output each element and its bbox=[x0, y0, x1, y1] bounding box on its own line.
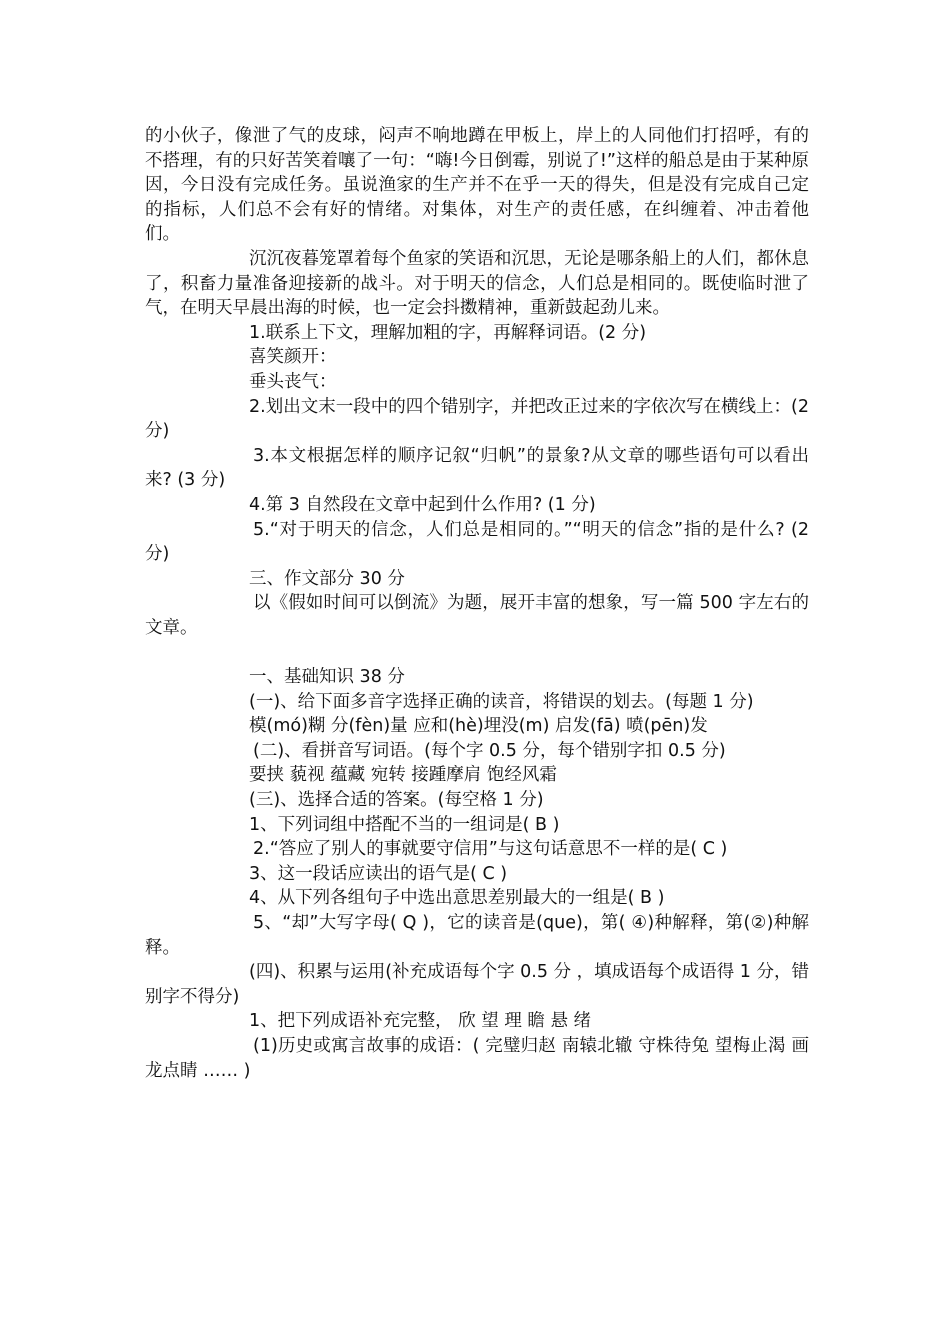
passage-paragraph-1: 的小伙子，像泄了气的皮球，闷声不响地蹲在甲板上，岸上的人同他们打招呼，有的不搭理，有的只好苦笑着嚷了一句：“嗨!今日倒霉，别说了!”这样的船总是由于某种原因，今日没有完成任务。虽说渔家的生产并不在乎一天的得失，但是没有完成自己定的指标，人们总不会有好的情绪。对集体，对生产的责任感，在纠缠着、冲击着他们。 bbox=[145, 126, 809, 245]
section-2-title: (二)、看拼音写词语。(每个字 0.5 分，每个错别字扣 0.5 分) bbox=[253, 740, 726, 761]
section-2-content: 要挟 藐视 蕴藏 宛转 接踵摩肩 饱经风霜 bbox=[249, 765, 557, 786]
document-page bbox=[145, 124, 809, 1083]
composition-prompt: 以《假如时间可以倒流》为题，展开丰富的想象，写一篇 500 字左右的文章。 bbox=[145, 593, 809, 638]
question-3: 3.本文根据怎样的顺序记叙“归帆”的景象?从文章的哪些语句可以看出来? (3 分) bbox=[145, 445, 809, 491]
section-4-item-1: 1、把下列成语补充完整， 欣 望 理 瞻 悬 绪 bbox=[249, 1011, 592, 1032]
section-3-item-3: 3、这一段话应读出的语气是( C ) bbox=[249, 863, 508, 884]
section-3-item-2: 2.“答应了别人的事就要守信用”与这句话意思不一样的是( C ) bbox=[253, 839, 728, 860]
section-4-title: (四)、积累与运用(补充成语每个字 0.5 分 ，填成语每个成语得 1 分，错别字不得分) bbox=[145, 962, 809, 1007]
answers-heading: 一、基础知识 38 分 bbox=[249, 667, 405, 688]
question-4: 4.第 3 自然段在文章中起到什么作用? (1 分) bbox=[249, 494, 596, 515]
question-5: 5.“对于明天的信念，人们总是相同的。”“明天的信念”指的是什么? (2 分) bbox=[145, 519, 809, 565]
blank-line bbox=[145, 640, 809, 665]
section-3-title: (三)、选择合适的答案。(每空格 1 分) bbox=[249, 790, 544, 811]
section-4-item-2: (1)历史或寓言故事的成语：( 完璧归赵 南辕北辙 守株待兔 望梅止渴 画龙点睛 …… ) bbox=[145, 1035, 809, 1081]
question-1-term-a: 喜笑颜开： bbox=[249, 347, 337, 368]
passage-paragraph-2: 沉沉夜暮笼罩着每个鱼家的笑语和沉思，无论是哪条船上的人们，都休息了，积畜力量准备迎接新的战斗。对于明天的信念，人们总是相同的。既使临时泄了气，在明天早晨出海的时候，也一定会抖擞精神，重新鼓起劲儿来。 bbox=[145, 248, 809, 319]
composition-heading: 三、作文部分 30 分 bbox=[249, 568, 405, 589]
question-1: 1.联系上下文，理解加粗的字，再解释词语。(2 分) bbox=[249, 322, 647, 343]
question-1-term-b: 垂头丧气： bbox=[249, 371, 337, 392]
question-2: 2.划出文末一段中的四个错别字，并把改正过来的字依次写在横线上：(2 分) bbox=[145, 396, 809, 442]
section-3-item-4: 4、从下列各组句子中选出意思差别最大的一组是( B ) bbox=[249, 888, 665, 909]
section-3-item-5: 5、“却”大写字母( Q )，它的读音是(que)，第( ④)种解释，第(②)种解释。 bbox=[145, 913, 809, 958]
section-1-content: 模(mó)糊 分(fèn)量 应和(hè)埋没(m) 启发(fā) 喷(pēn)发 bbox=[249, 716, 708, 737]
section-1-title: (一)、给下面多音字选择正确的读音，将错误的划去。(每题 1 分) bbox=[249, 691, 754, 712]
section-3-item-1: 1、下列词组中搭配不当的一组词是( B ) bbox=[249, 814, 560, 835]
